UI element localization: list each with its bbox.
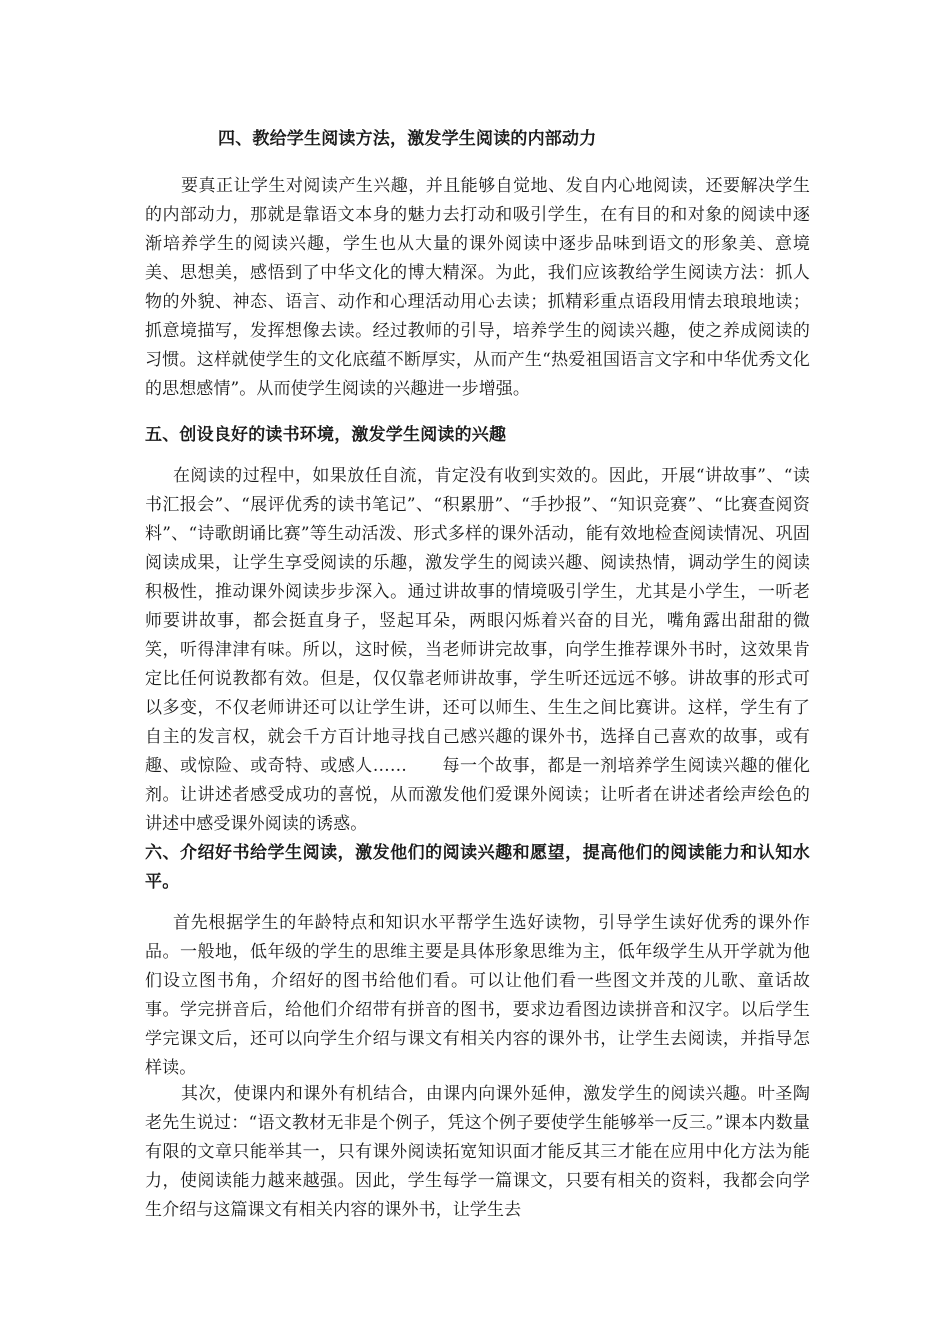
- section-heading-6: 六、介绍好书给学生阅读，激发他们的阅读兴趣和愿望，提高他们的阅读能力和认知水平。: [145, 843, 810, 892]
- section-4-paragraph-1: 要真正让学生对阅读产生兴趣，并且能够自觉地、发自内心地阅读，还要解决学生的内部动力，那就是靠语文本身的魅力去打动和吸引学生，在有目的和对象的阅读中逐渐培养学生的阅读兴趣，学生也从大量的课外阅读中逐步品味到语文的形象美、意境美、思想美，感悟到了中华文化的博大精深。为此，我们应该教给学生阅读方法：抓人物的外貌、神态、语言、动作和心理活动用心去读；抓精彩重点语段用情去琅琅地读；抓意境描写，发挥想像去读。经过教师的引导，培养学生的阅读兴趣，使之养成阅读的习惯。这样就使学生的文化底蕴不断厚实，从而产生“热爱祖国语言文字和中华优秀文化的思想感情”。从而使学生阅读的兴趣进一步增强。: [145, 176, 810, 399]
- section-6-paragraph-2: 其次，使课内和课外有机结合，由课内向课外延伸，激发学生的阅读兴趣。叶圣陶老先生说过：“语文教材无非是个例子，凭这个例子要使学生能够举一反三。”课本内数量有限的文章只能举其一，只有课外阅读拓宽知识面才能反其三才能在应用中化方法为能力，使阅读能力越来越强。因此，学生每学一篇课文，只要有相关的资料，我都会向学生介绍与这篇课文有相关内容的课外书，让学生去: [145, 1084, 810, 1220]
- section-heading-5: 五、创设良好的读书环境，激发学生阅读的兴趣: [145, 425, 507, 445]
- section-5-paragraph-1: 在阅读的过程中，如果放任自流，肯定没有收到实效的。因此，开展“讲故事”、“读书汇报会”、“展评优秀的读书笔记”、“积累册”、“手抄报”、“知识竞赛”、“比赛查阅资料”、“诗歌朗诵比赛”等生动活泼、形式多样的课外活动，能有效地检查阅读情况、巩固阅读成果，让学生享受阅读的乐趣，激发学生的阅读兴趣、阅读热情，调动学生的阅读积极性，推动课外阅读步步深入。通过讲故事的情境吸引学生，尤其是小学生，一听老师要讲故事，都会挺直身子，竖起耳朵，两眼闪烁着兴奋的目光，嘴角露出甜甜的微笑，听得津津有味。所以，这时候，当老师讲完故事，向学生推荐课外书时，这效果肯定比任何说教都有效。但是，仅仅靠老师讲故事，学生听还远远不够。讲故事的形式可以多变，不仅老师讲还可以让学生讲，还可以师生、生生之间比赛讲。这样，学生有了自主的发言权，就会千方百计地寻找自己感兴趣的课外书，选择自己喜欢的故事，或有趣、或惊险、或奇特、或感人…… 每一个故事，都是一剂培养学生阅读兴趣的催化剂。让讲述者感受成功的喜悦，从而激发他们爱课外阅读；让听者在讲述者绘声绘色的讲述中感受课外阅读的诱惑。: [145, 466, 810, 834]
- section-6-paragraph-1: 首先根据学生的年龄特点和知识水平帮学生选好读物，引导学生读好优秀的课外作品。一般地，低年级的学生的思维主要是具体形象思维为主，低年级学生从开学就为他们设立图书角，介绍好的图书给他们看。可以让他们看一些图文并茂的儿歌、童话故事。学完拼音后，给他们介绍带有拼音的图书，要求边看图边读拼音和汉字。以后学生学完课文后，还可以向学生介绍与课文有相关内容的课外书，让学生去阅读，并指导怎样读。: [145, 913, 810, 1078]
- section-heading-4: 四、教给学生阅读方法，激发学生阅读的内部动力: [218, 129, 597, 149]
